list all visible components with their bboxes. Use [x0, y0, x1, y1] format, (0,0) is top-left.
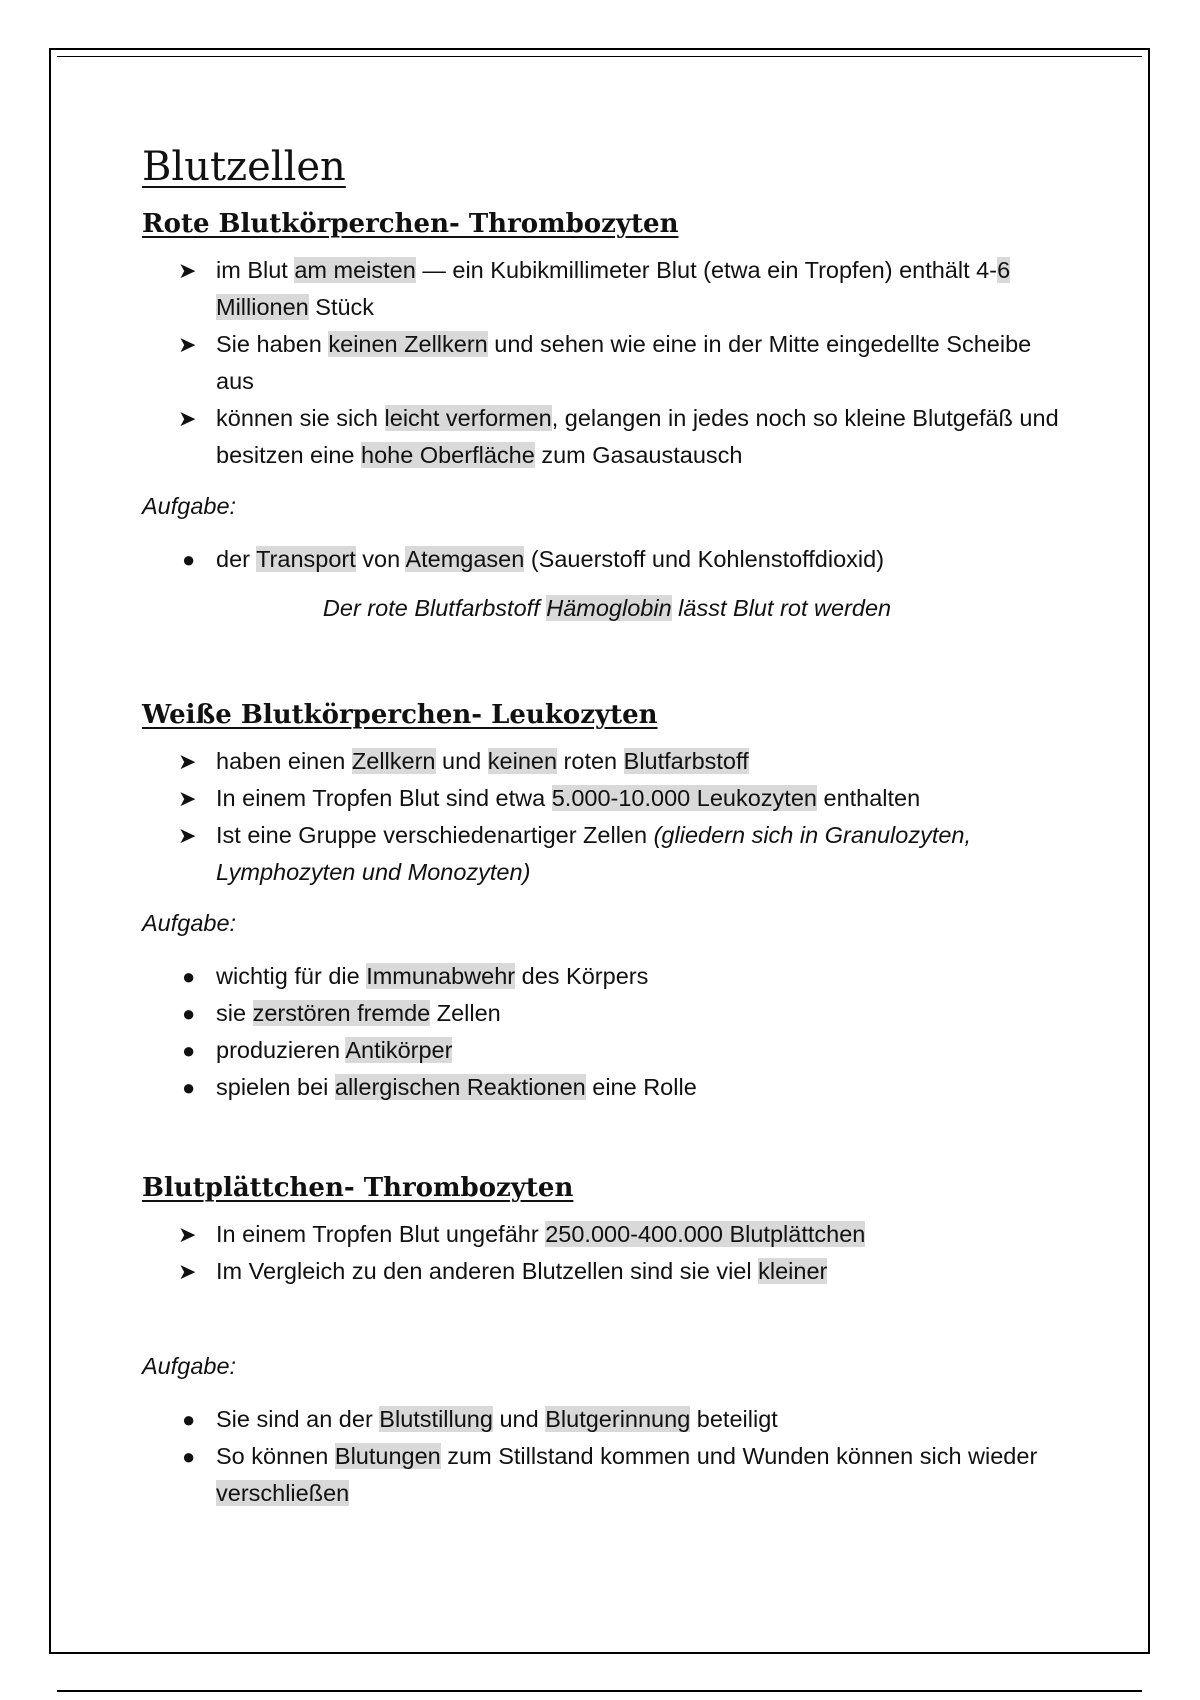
highlight: Hämoglobin	[546, 595, 672, 621]
arrow-bullet-icon: ➤	[178, 1222, 197, 1247]
spacer	[142, 1106, 1072, 1170]
spacer	[142, 1290, 1072, 1334]
list-item: ● So können Blutungen zum Stillstand kommen und Wunden können sich wieder verschließen	[142, 1438, 1072, 1512]
aufgabe-label: Aufgabe:	[142, 1353, 237, 1379]
list-item: ● Sie sind an der Blutstillung und Blutgerinnung beteiligt	[142, 1401, 1072, 1438]
list-item: ➤ In einem Tropfen Blut sind etwa 5.000-10.000 Leukozyten enthalten	[142, 780, 1072, 817]
bullet-icon: ●	[182, 1407, 196, 1432]
bullet-icon: ●	[182, 1075, 196, 1100]
task-list	[142, 1401, 1072, 1512]
frame-inner-rule	[57, 56, 1142, 57]
highlight: 5.000-10.000 Leukozyten	[551, 785, 817, 811]
list-item: ➤ Ist eine Gruppe verschiedenartiger Zellen (gliedern sich in Granulozyten, Lymphozyten und Monozyten)	[142, 817, 1072, 891]
section-weisse-blutkoerperchen	[142, 697, 1072, 1106]
arrow-bullet-icon: ➤	[178, 823, 197, 848]
arrow-bullet-icon: ➤	[178, 786, 197, 811]
highlight: allergischen Reaktionen	[334, 1074, 586, 1100]
highlight: 6 Millionen	[216, 257, 1011, 320]
list-item: ➤ können sie sich leicht verformen, gelangen in jedes noch so kleine Blutgefäß und besitzen eine hohe Oberfläche zum Gasaustausch	[142, 400, 1072, 474]
section-heading: Rote Blutkörperchen- Thrombozyten	[142, 209, 679, 239]
section-heading: Blutplättchen- Thrombozyten	[142, 1173, 574, 1203]
aufgabe-label: Aufgabe:	[142, 493, 237, 519]
highlight: Atemgasen	[405, 546, 525, 572]
fact-list	[142, 1216, 1072, 1290]
highlight: zerstören fremde	[252, 1000, 431, 1026]
highlight: keinen Zellkern	[328, 331, 488, 357]
list-item: ● spielen bei allergischen Reaktionen eine Rolle	[142, 1069, 1072, 1106]
highlight: Blutungen	[334, 1443, 441, 1469]
arrow-bullet-icon: ➤	[178, 332, 197, 357]
highlight: am meisten	[294, 257, 416, 283]
highlight: Transport	[256, 546, 356, 572]
highlight: Antikörper	[345, 1037, 453, 1063]
list-item: ➤ haben einen Zellkern und keinen roten Blutfarbstoff	[142, 743, 1072, 780]
list-item: ● der Transport von Atemgasen (Sauerstoff und Kohlenstoffdioxid)	[142, 541, 1072, 578]
section-heading: Weiße Blutkörperchen- Leukozyten	[142, 700, 658, 730]
arrow-bullet-icon: ➤	[178, 406, 197, 431]
arrow-bullet-icon: ➤	[178, 258, 197, 283]
highlight: Immunabwehr	[366, 963, 516, 989]
list-item: ➤ im Blut am meisten — ein Kubikmillimeter Blut (etwa ein Tropfen) enthält 4-6 Millionen Stück	[142, 252, 1072, 326]
highlight: Blutfarbstoff	[623, 748, 749, 774]
arrow-bullet-icon: ➤	[178, 749, 197, 774]
highlight: hohe Oberfläche	[361, 442, 535, 468]
bullet-icon: ●	[182, 1038, 196, 1063]
section-rote-blutkoerperchen	[142, 206, 1072, 627]
bullet-icon: ●	[182, 1444, 196, 1469]
aufgabe-label: Aufgabe:	[142, 910, 237, 936]
italic-note: (gliedern sich in Granulozyten, Lymphozyten und Monozyten)	[216, 822, 972, 885]
fact-list	[142, 743, 1072, 891]
highlight: Zellkern	[351, 748, 436, 774]
document-body	[142, 140, 1072, 1512]
page-title: Blutzellen	[142, 144, 346, 190]
note: Der rote Blutfarbstoff Hämoglobin lässt Blut rot werden	[322, 595, 892, 621]
task-list	[142, 958, 1072, 1106]
highlight: 250.000-400.000 Blutplättchen	[545, 1221, 866, 1247]
list-item: ● produzieren Antikörper	[142, 1032, 1072, 1069]
highlight: Blutstillung	[379, 1406, 493, 1432]
highlight: verschließen	[216, 1480, 350, 1506]
footer-rule	[57, 1690, 1142, 1692]
list-item: ● wichtig für die Immunabwehr des Körpers	[142, 958, 1072, 995]
list-item: ● sie zerstören fremde Zellen	[142, 995, 1072, 1032]
highlight: keinen	[487, 748, 558, 774]
bullet-icon: ●	[182, 1001, 196, 1026]
section-blutplaettchen	[142, 1170, 1072, 1512]
spacer	[142, 627, 1072, 697]
list-item: ➤ In einem Tropfen Blut ungefähr 250.000-400.000 Blutplättchen	[142, 1216, 1072, 1253]
task-list	[142, 541, 1072, 578]
highlight: leicht verformen	[384, 405, 552, 431]
list-item: ➤ Sie haben keinen Zellkern und sehen wie eine in der Mitte eingedellte Scheibe aus	[142, 326, 1072, 400]
bullet-icon: ●	[182, 964, 196, 989]
list-item: ➤ Im Vergleich zu den anderen Blutzellen sind sie viel kleiner	[142, 1253, 1072, 1290]
arrow-bullet-icon: ➤	[178, 1259, 197, 1284]
highlight: Blutgerinnung	[545, 1406, 691, 1432]
bullet-icon: ●	[182, 547, 196, 572]
fact-list	[142, 252, 1072, 474]
highlight: kleiner	[758, 1258, 828, 1284]
